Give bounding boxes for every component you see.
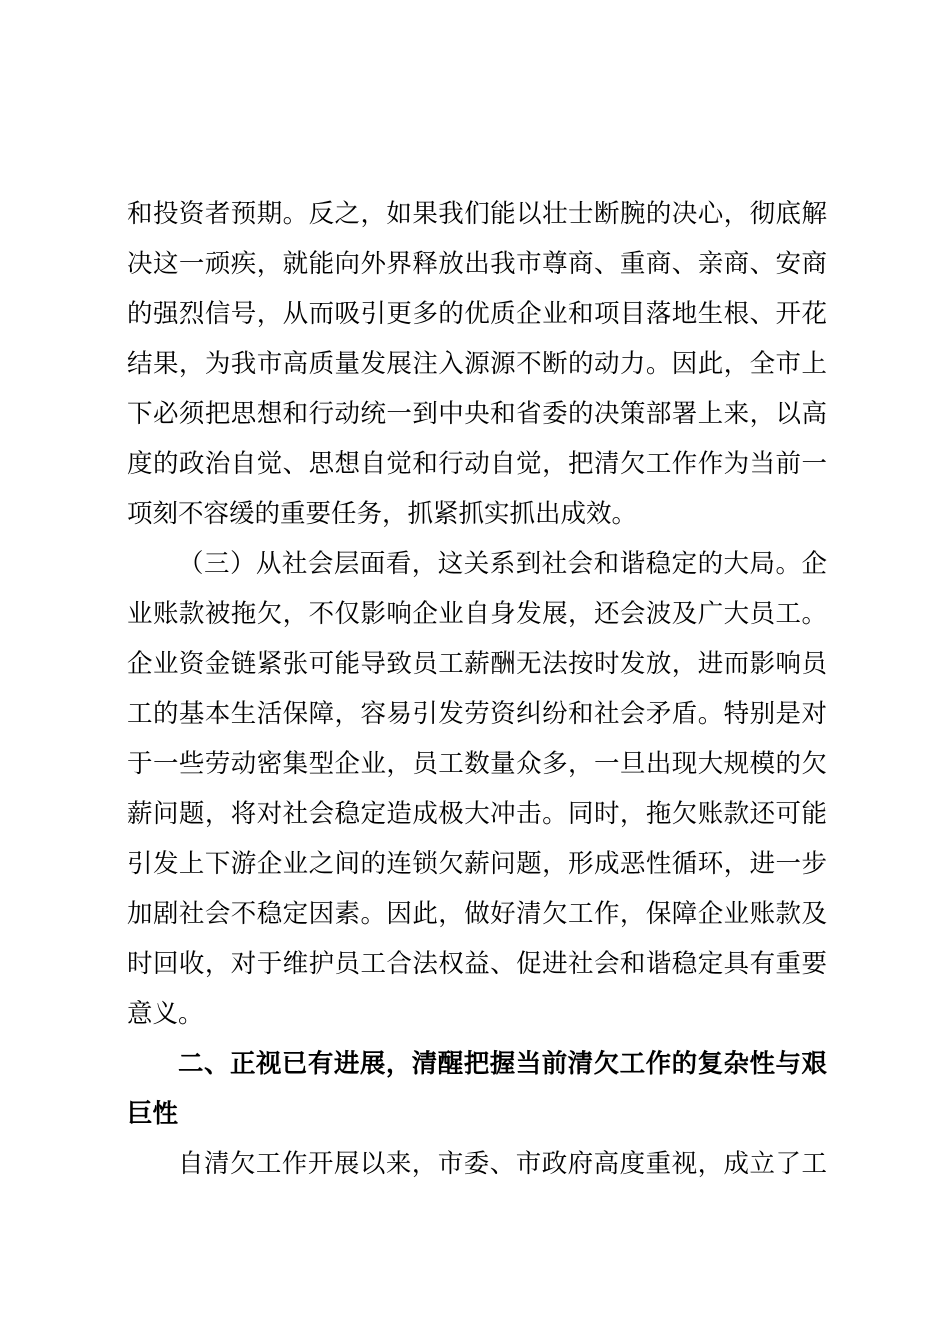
paragraph-line: 自清欠工作开展以来，市委、市政府高度重视，成立了工 bbox=[178, 1149, 827, 1179]
paragraph-line: 和投资者预期。反之，如果我们能以壮士断腕的决心，彻底解 bbox=[127, 199, 827, 229]
paragraph-line: 决这一顽疾，就能向外界释放出我市尊商、重商、亲商、安商 bbox=[127, 249, 827, 279]
paragraph-line: 项刻不容缓的重要任务，抓紧抓实抓出成效。 bbox=[127, 499, 638, 529]
paragraph-line: 企业资金链紧张可能导致员工薪酬无法按时发放，进而影响员 bbox=[127, 649, 827, 679]
section-heading-line: 二、正视已有进展，清醒把握当前清欠工作的复杂性与艰 bbox=[178, 1049, 827, 1079]
paragraph-line: 加剧社会不稳定因素。因此，做好清欠工作，保障企业账款及 bbox=[127, 899, 827, 929]
paragraph-line: （三）从社会层面看，这关系到社会和谐稳定的大局。企 bbox=[178, 549, 827, 579]
paragraph-line: 度的政治自觉、思想自觉和行动自觉，把清欠工作作为当前一 bbox=[127, 449, 827, 479]
paragraph-line: 时回收，对于维护员工合法权益、促进社会和谐稳定具有重要 bbox=[127, 949, 827, 979]
paragraph-line: 的强烈信号，从而吸引更多的优质企业和项目落地生根、开花 bbox=[127, 299, 827, 329]
paragraph-line: 于一些劳动密集型企业，员工数量众多，一旦出现大规模的欠 bbox=[127, 749, 827, 779]
paragraph-line: 工的基本生活保障，容易引发劳资纠纷和社会矛盾。特别是对 bbox=[127, 699, 827, 729]
paragraph-line: 下必须把思想和行动统一到中央和省委的决策部署上来，以高 bbox=[127, 399, 827, 429]
paragraph-line: 意义。 bbox=[127, 999, 204, 1029]
body-text bbox=[127, 189, 827, 1189]
paragraph-line: 引发上下游企业之间的连锁欠薪问题，形成恶性循环，进一步 bbox=[127, 849, 827, 879]
section-heading-line: 巨性 bbox=[127, 1099, 179, 1129]
paragraph-line: 结果，为我市高质量发展注入源源不断的动力。因此，全市上 bbox=[127, 349, 827, 379]
paragraph-line: 业账款被拖欠，不仅影响企业自身发展，还会波及广大员工。 bbox=[127, 599, 827, 629]
paragraph-line: 薪问题，将对社会稳定造成极大冲击。同时，拖欠账款还可能 bbox=[127, 799, 827, 829]
